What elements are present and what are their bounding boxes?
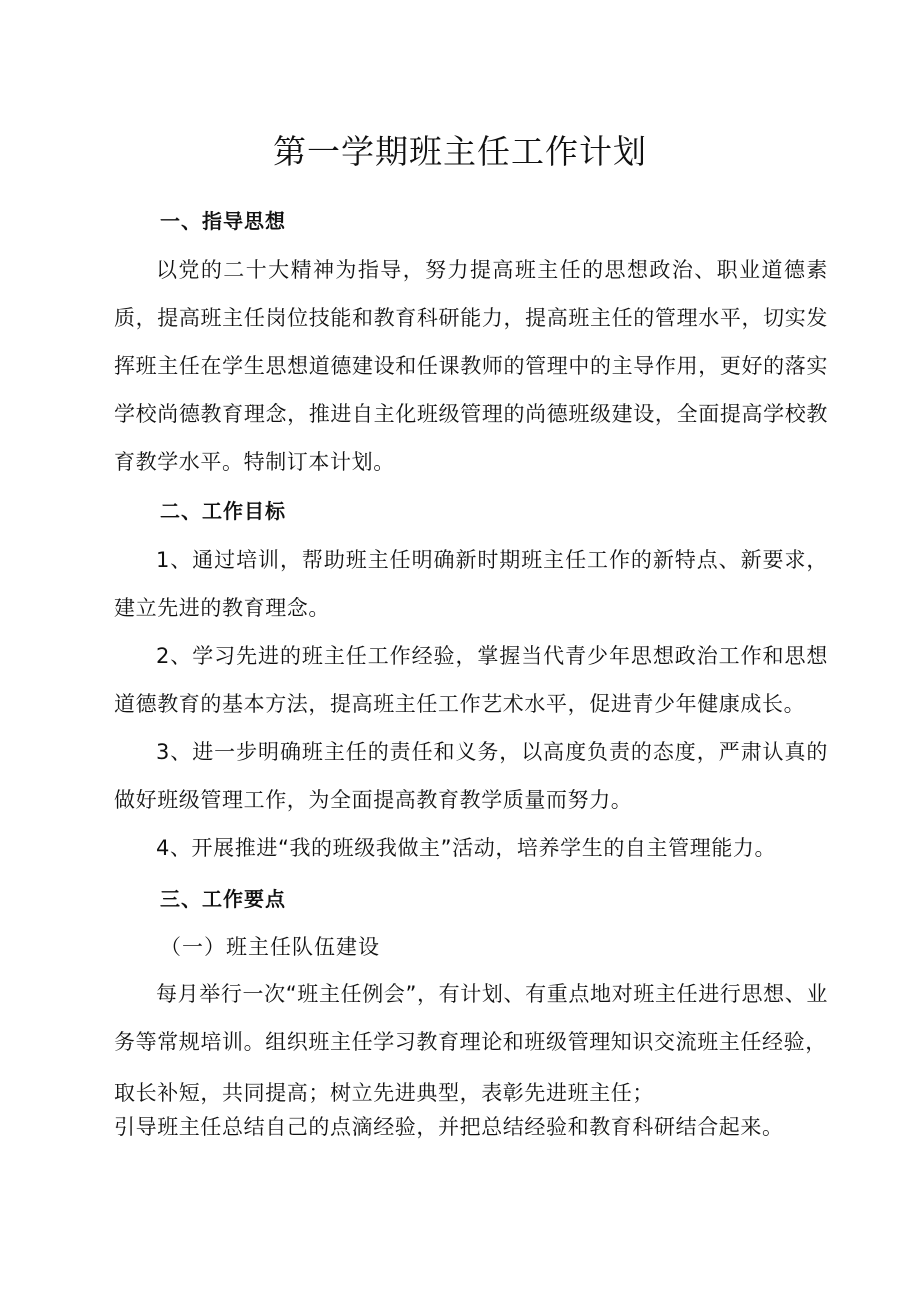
paragraph-team-building: 每月举行一次“班主任例会”，有计划、有重点地对班主任进行思想、业务等常规培训。组织班主任学习教育理论和班级管理知识交流班主任经验， xyxy=(114,982,828,1054)
paragraph-guiding-ideology: 以党的二十大精神为指导，努力提高班主任的思想政治、职业道德素质，提高班主任岗位技能和教育科研能力，提高班主任的管理水平，切实发挥班主任在学生思想道德建设和任课教师的管理中的主导作用，更好的落实学校尚德教育理念，推进自主化班级管理的尚德班级建设，全面提高学校教育教学水平。特制订本计划。 xyxy=(114,258,828,474)
goal-item-2: 2、学习先进的班主任工作经验，掌握当代青少年思想政治工作和思想道德教育的基本方法，提高班主任工作艺术水平，促进青少年健康成长。 xyxy=(114,644,828,716)
document-title: 第一学期班主任工作计划 xyxy=(273,132,647,171)
section-heading-work-points: 三、工作要点 xyxy=(160,887,286,911)
text-line-team-building-2: 引导班主任总结自己的点滴经验，并把总结经验和教育科研结合起来。 xyxy=(114,1115,784,1139)
goal-item-4: 4、开展推进“我的班级我做主”活动，培养学生的自主管理能力。 xyxy=(156,836,777,860)
goal-item-1: 1、通过培训，帮助班主任明确新时期班主任工作的新特点、新要求，建立先进的教育理念。 xyxy=(114,548,828,620)
goal-item-3: 3、进一步明确班主任的责任和义务，以高度负责的态度，严肃认真的做好班级管理工作，为全面提高教育教学质量而努力。 xyxy=(114,740,828,812)
section-heading-work-goals: 二、工作目标 xyxy=(160,499,286,523)
subsection-heading-team-building: （一）班主任队伍建设 xyxy=(160,935,380,959)
section-heading-guiding-ideology: 一、指导思想 xyxy=(160,209,286,233)
text-line-team-building-1: 取长补短，共同提高；树立先进典型，表彰先进班主任； xyxy=(114,1081,654,1105)
